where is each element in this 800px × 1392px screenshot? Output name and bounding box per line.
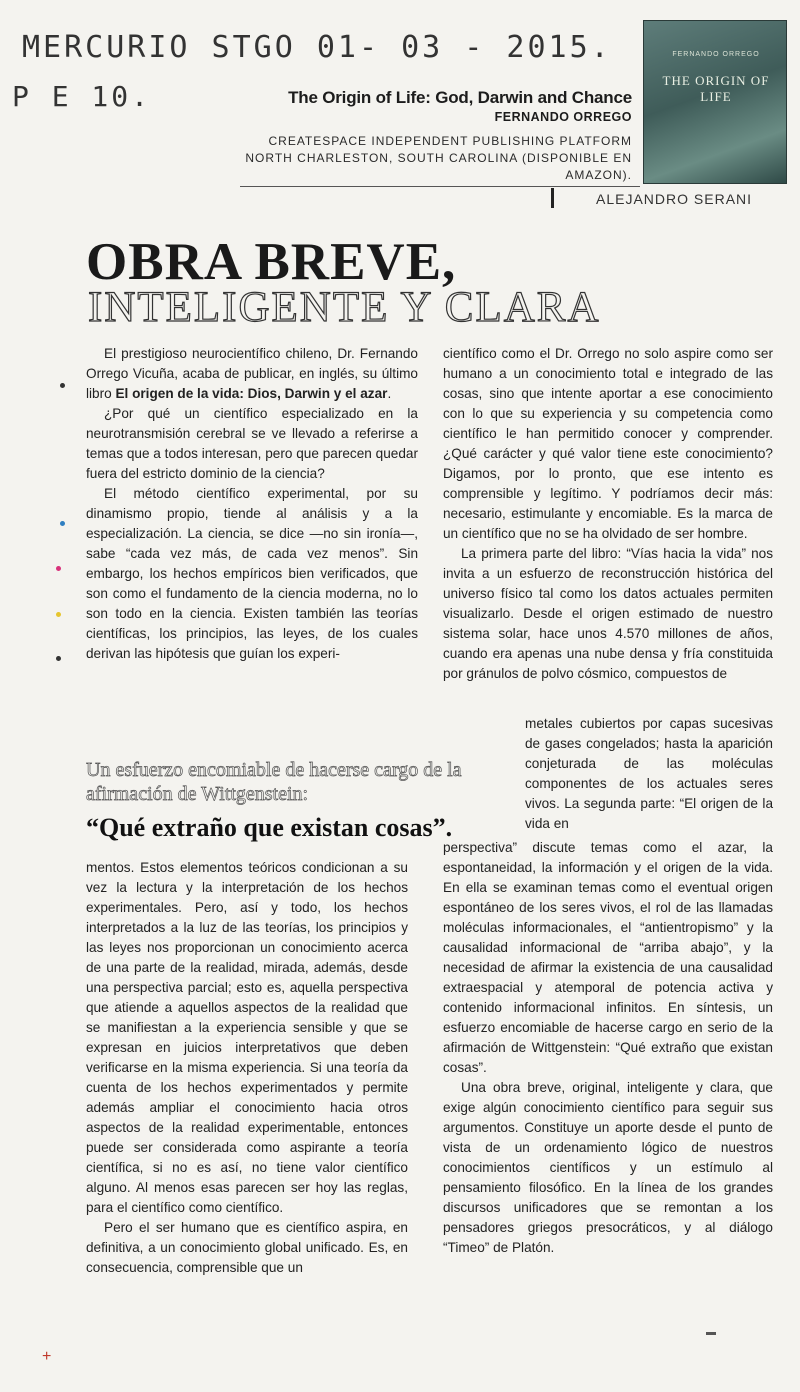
paragraph: metales cubiertos por capas sucesivas de gases congelados; hasta la aparición conjeturada de las moléculas componentes de los actuales seres vivos. La segunda parte: “El origen de la vida en	[525, 716, 773, 831]
article-column-left-bottom	[86, 858, 408, 1278]
article-column-right-narrow	[525, 714, 773, 834]
margin-dot-pink	[56, 566, 61, 571]
handwritten-source-note: MERCURIO STGO 01- 03 - 2015.	[22, 30, 612, 65]
byline-bar	[551, 188, 554, 208]
pullquote-quote: “Qué extraño que existan cosas”.	[86, 813, 453, 842]
header-divider	[240, 186, 640, 187]
book-cover-image	[643, 20, 787, 184]
cover-author: FERNANDO ORREGO	[672, 51, 760, 58]
end-mark	[706, 1332, 716, 1335]
article-column-right-top	[443, 344, 773, 684]
margin-dot-yellow	[56, 612, 61, 617]
margin-dot-blue	[60, 521, 65, 526]
byline: ALEJANDRO SERANI	[596, 191, 753, 207]
paragraph: científico como el Dr. Orrego no solo aspire como ser humano a un conocimiento total e integrado de las cosas, sino que intente aportar a ese conocimiento con lo que su experiencia y su competencia como científico le han permitido conocer y comprender. ¿Qué carácter y qué valor tiene este conocimiento? Digamos, por lo pronto, que ese intento es comprensible y legítimo. Y podríamos decir más: necesario, estimulante y encomiable. Es la marca de un científico que no se ha olvidado de ser hombre.	[443, 346, 773, 541]
book-title-inline: El origen de la vida: Dios, Darwin y el azar	[115, 386, 388, 401]
paragraph: Una obra breve, original, inteligente y clara, que exige algún conocimiento científico para seguir sus argumentos. Constituye un aporte desde el punto de vista de un ordenamiento lógico de nuestros conocimientos científicos y un estímulo al pensamiento filosófico. En la línea de los grandes discursos unificadores que se remontan a los pensadores griegos presocráticos, y al diálogo “Timeo” de Platón.	[443, 1080, 773, 1255]
paragraph: mentos. Estos elementos teóricos condicionan a su vez la lectura y la interpretación de los hechos experimentales. Pero, así y todo, los hechos interpretados a la luz de las teorías, los principios y las leyes nos proporcionan un conocimiento acerca de una parte de la realidad, mirada, además, desde una perspectiva parcial; esto es, aquella perspectiva que atiende a aquellos aspectos de la realidad que se manifiestan a la experiencia sensible y que se expresan en juicios interpretativos que deben verificarse en la misma experiencia. Si una teoría da cuenta de los hechos experimentados y permite además ampliar el conocimiento hacia otros aspectos de la realidad experimentable, entonces puede ser considerada como aspirante a teoría científica, si no es así, no tiene valor científico alguno. Al menos esas parecen ser hoy las reglas, para el científico como científico.	[86, 860, 408, 1215]
paragraph: ¿Por qué un científico especializado en la neurotransmisión cerebral se ve llevado a referirse a temas que a todos interesan, pero que parecen quedar fuera del estricto dominio de la ciencia?	[86, 406, 418, 481]
handwritten-page-note: P E 10.	[12, 80, 152, 113]
book-author: FERNANDO ORREGO	[494, 110, 632, 124]
paragraph: El método científico experimental, por su dinamismo propio, tiende al análisis y a la especialización. La ciencia, se dice —no sin ironía—, sabe “cada vez más, de cada vez menos”. Sin embargo, los hechos empíricos bien verificados, que son como el fundamento de la ciencia moderna, no lo son todo en la ciencia. Existen también las teorías científicas, los principios, las leyes, de los cuales derivan las hipótesis que guían los experi-	[86, 486, 418, 661]
headline-line1: OBRA BREVE,	[86, 233, 457, 291]
paragraph: perspectiva” discute temas como el azar, la espontaneidad, la información y el origen de la vida. En ella se examinan temas como el eventual origen espontáneo de los seres vivos, el rol de las llamadas moléculas informacionales, el “antientropismo” y la causalidad informacional de “arriba abajo”, y la necesidad de afirmar la existencia de una causalidad extraespacial y atemporal de potencia activa y contenido informacional infinitos. En síntesis, un esfuerzo encomiable de hacerse cargo en serio de la afirmación de Wittgenstein: “Qué extraño que existan cosas”.	[443, 840, 773, 1075]
pullquote-intro: Un esfuerzo encomiable de hacerse cargo de la afirmación de Wittgenstein:	[86, 759, 462, 805]
cover-title: THE ORIGIN OF LIFE	[662, 73, 770, 104]
publisher-line: NORTH CHARLESTON, SOUTH CAROLINA (DISPONIBLE EN	[245, 151, 632, 165]
punctuation: .	[387, 386, 392, 401]
margin-dot	[56, 656, 61, 661]
corner-mark: +	[42, 1348, 52, 1365]
book-title: The Origin of Life: God, Darwin and Chance	[288, 88, 632, 107]
headline-line2: INTELIGENTE Y CLARA	[88, 284, 601, 331]
publisher-line: AMAZON).	[565, 168, 632, 182]
publisher-line: CREATESPACE INDEPENDENT PUBLISHING PLATFORM	[268, 134, 632, 148]
paragraph: La primera parte del libro: “Vías hacia la vida” nos invita a un esfuerzo de reconstrucción histórica del universo físico tal como los datos actuales permiten visualizarlo. Desde el origen estimado de nuestro sistema solar, hace unos 4.570 millones de años, cuando era apenas una nube densa y fría constituida por gránulos de polvo cósmico, compuestos de	[443, 546, 773, 681]
paragraph: Pero el ser humano que es científico aspira, en definitiva, a un conocimiento global unificado. Es, en consecuencia, comprensible que un	[86, 1220, 408, 1275]
margin-dot	[60, 383, 65, 388]
paragraph-text: El prestigioso neurocientífico chileno, Dr. Fernando Orrego Vicuña, acaba de publicar, en inglés, su último libro	[86, 346, 418, 401]
article-column-right-bottom	[443, 838, 773, 1258]
article-column-left-top	[86, 344, 418, 664]
